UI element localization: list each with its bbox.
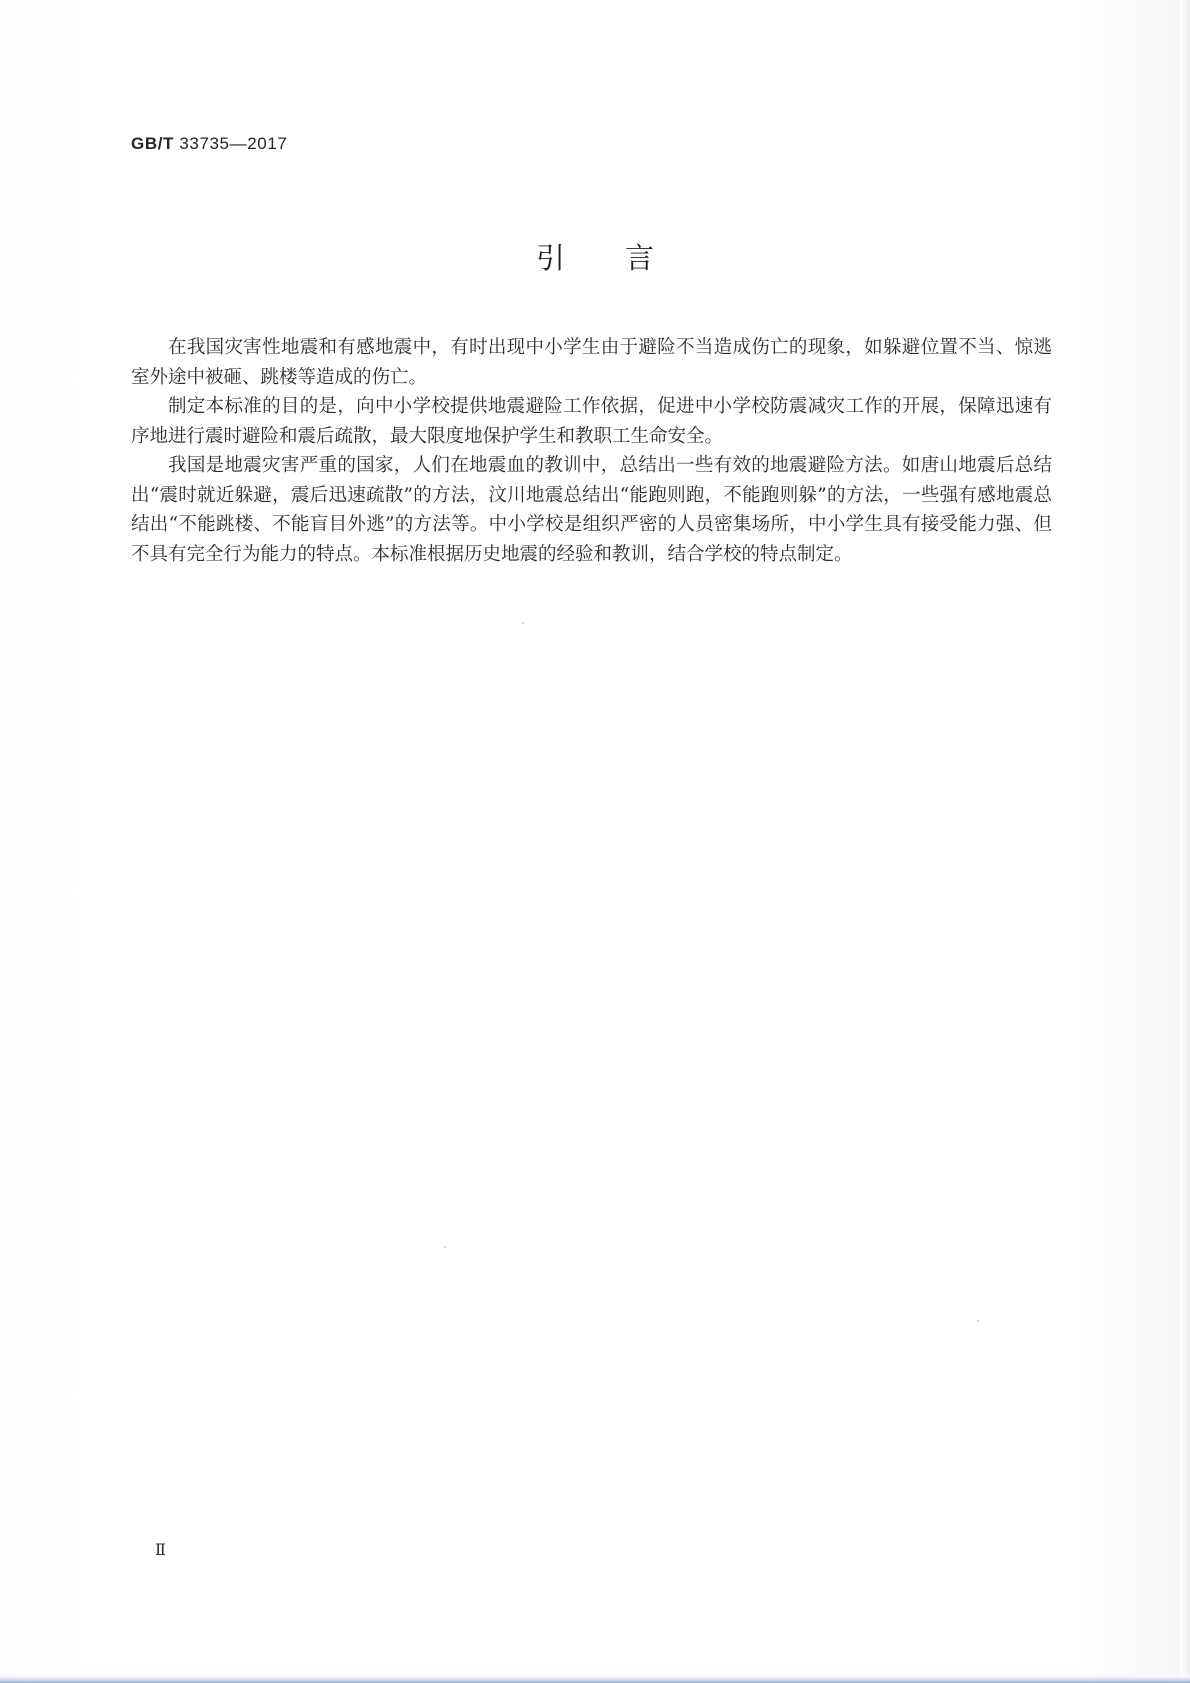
scan-bottom-edge — [0, 1675, 1190, 1683]
scan-speck — [977, 1320, 979, 1322]
page-number: Ⅱ — [155, 1540, 166, 1559]
paragraph: 制定本标准的目的是，向中小学校提供地震避险工作依据，促进中小学校防震减灾工作的开展，保障迅速有序地进行震时避险和震后疏散，最大限度地保护学生和教职工生命安全。 — [131, 396, 1052, 447]
standard-code — [131, 134, 287, 154]
introduction-body — [131, 333, 1052, 569]
scan-speck — [444, 1246, 446, 1248]
section-title: 引言 — [535, 241, 714, 275]
standard-number: 33735—2017 — [179, 134, 288, 153]
scan-speck — [522, 622, 524, 624]
paragraph: 在我国灾害性地震和有感地震中，有时出现中小学生由于避险不当造成伤亡的现象，如躲避位置不当、惊逃室外途中被砸、跳楼等造成的伤亡。 — [131, 337, 1052, 388]
paragraph: 我国是地震灾害严重的国家，人们在地震血的教训中，总结出一些有效的地震避险方法。如唐山地震后总结出“震时就近躲避，震后迅速疏散”的方法，汶川地震总结出“能跑则跑，不能跑则躲”的方法，一些强有感地震总结出“不能跳楼、不能盲目外逃”的方法等。中小学校是组织严密的人员密集场所，中小学生具有接受能力强、但不具有完全行为能力的特点。本标准根据历史地震的经验和教训，结合学校的特点制定。 — [131, 455, 1052, 565]
standard-prefix: GB/T — [131, 134, 175, 153]
scan-right-edge — [1180, 0, 1190, 1683]
